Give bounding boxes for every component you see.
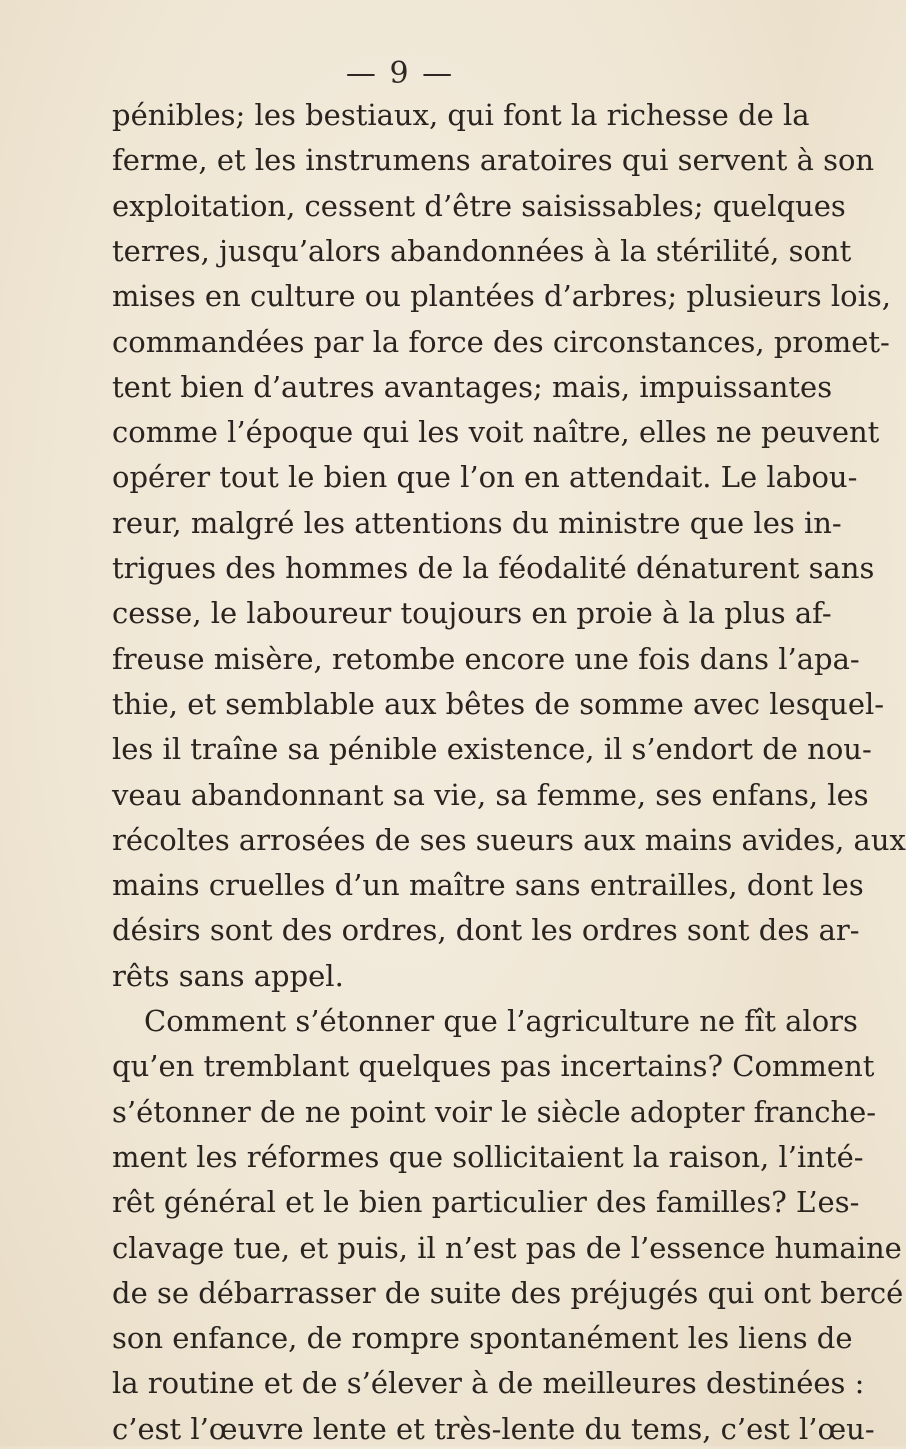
text-line: pénibles; les bestiaux, qui font la richesse de la bbox=[112, 98, 810, 132]
text-line: mises en culture ou plantées d’arbres; plusieurs lois, bbox=[112, 279, 891, 314]
text-line: c’est l’œuvre lente et très-lente du tems, c’est l’œu- bbox=[112, 1411, 875, 1446]
text-line: comme l’époque qui les voit naître, elles ne peuvent bbox=[112, 415, 880, 450]
text-line: reur, malgré les attentions du ministre que les in- bbox=[112, 505, 842, 540]
text-line: cesse, le laboureur toujours en proie à la plus af- bbox=[112, 596, 832, 631]
text-line: de se débarrasser de suite des préjugés qui ont bercé bbox=[112, 1275, 904, 1310]
text-line: son enfance, de rompre spontanément les liens de bbox=[112, 1321, 853, 1356]
page-number: — 9 — bbox=[345, 56, 455, 91]
text-line: les il traîne sa pénible existence, il s’endort de nou- bbox=[112, 732, 872, 767]
text-line: récoltes arrosées de ses sueurs aux mains avides, aux bbox=[112, 822, 906, 857]
text-line: ferme, et les instrumens aratoires qui servent à son bbox=[112, 143, 875, 178]
text-line: rêts sans appel. bbox=[112, 958, 344, 993]
text-line: commandées par la force des circonstances, promet- bbox=[112, 324, 890, 359]
text-line: rêt général et le bien particulier des familles? L’es- bbox=[112, 1185, 860, 1220]
text-line: freuse misère, retombe encore une fois dans l’apa- bbox=[112, 641, 860, 676]
text-line: mains cruelles d’un maître sans entrailles, dont les bbox=[112, 868, 864, 903]
text-line: s’étonner de ne point voir le siècle adopter franche- bbox=[112, 1094, 877, 1129]
text-line: exploitation, cessent d’être saisissables; quelques bbox=[112, 188, 846, 223]
text-line: qu’en tremblant quelques pas incertains? Comment bbox=[112, 1049, 875, 1084]
text-line: trigues des hommes de la féodalité dénaturent sans bbox=[112, 551, 875, 585]
text-line: la routine et de s’élever à de meilleures destinées : bbox=[112, 1366, 865, 1401]
text-line: désirs sont des ordres, dont les ordres sont des ar- bbox=[112, 913, 860, 948]
text-line: thie, et semblable aux bêtes de somme avec lesquel- bbox=[112, 686, 885, 721]
text-line: Comment s’étonner que l’agriculture ne fît alors bbox=[144, 1004, 858, 1038]
text-line: veau abandonnant sa vie, sa femme, ses enfans, les bbox=[112, 777, 869, 812]
text-line: terres, jusqu’alors abandonnées à la stérilité, sont bbox=[112, 233, 852, 268]
text-line: tent bien d’autres avantages; mais, impuissantes bbox=[112, 369, 833, 404]
text-line: ment les réformes que sollicitaient la raison, l’inté- bbox=[112, 1139, 864, 1174]
text-line: clavage tue, et puis, il n’est pas de l’essence humaine bbox=[112, 1230, 902, 1265]
text-line: opérer tout le bien que l’on en attendait. Le labou- bbox=[112, 460, 858, 495]
